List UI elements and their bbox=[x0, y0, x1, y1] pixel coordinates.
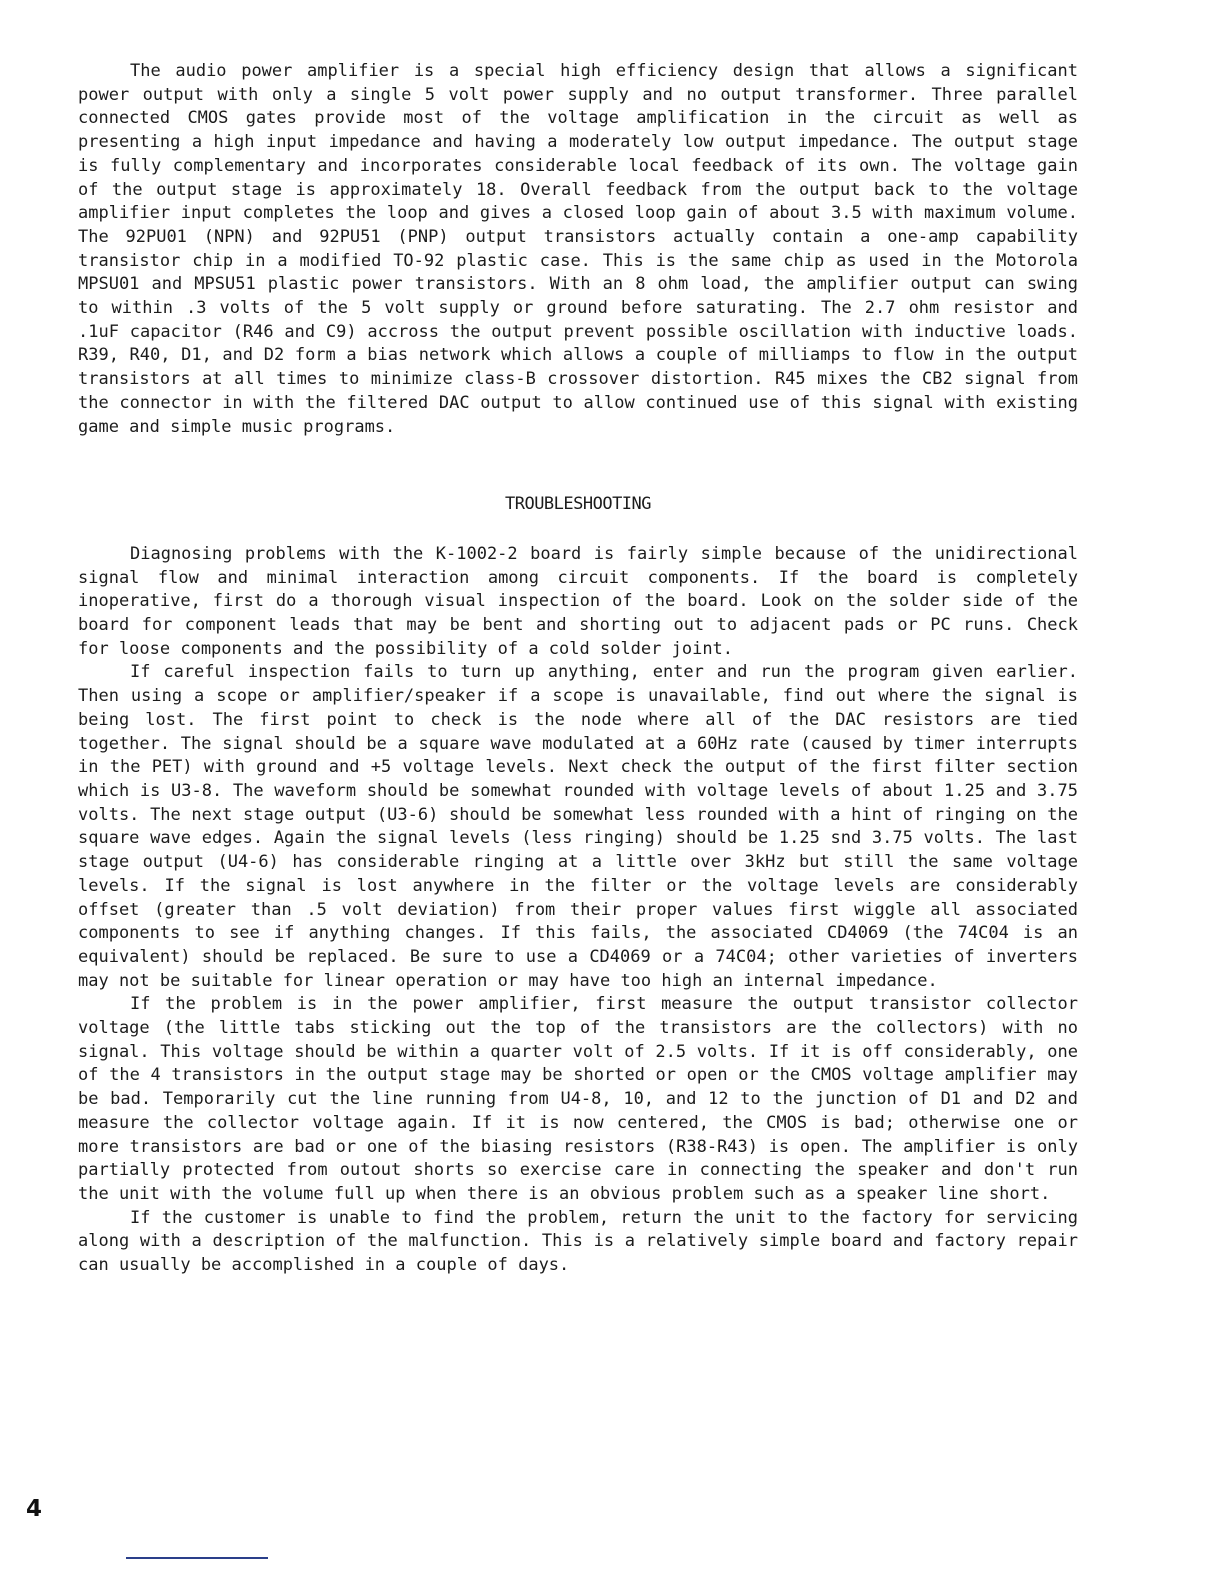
bottom-rule bbox=[126, 1557, 268, 1559]
troubleshooting-paragraph-1: Diagnosing problems with the K-1002-2 board is fairly simple because of the unidirectional signal flow and minimal interaction among circuit components. If the board is completely inoperative, first do a thorough visual inspection of the board. Look on the solder side of the board for component leads that may be bent and shorting out to adjacent pads or PC runs. Check for loose components and the possibility of a cold solder joint. bbox=[78, 543, 1078, 659]
troubleshooting-paragraph-4: If the customer is unable to find the problem, return the unit to the factory for servicing along with a description of the malfunction. This is a relatively simple board and factory repair can usually be accomplished in a couple of days. bbox=[78, 1207, 1078, 1276]
section-heading: TROUBLESHOOTING bbox=[504, 494, 652, 515]
troubleshooting-paragraph-3: If the problem is in the power amplifier, first measure the output transistor collector voltage (the little tabs sticking out the top of the transistors are the collectors) with no signal. This voltage should be within a quarter volt of 2.5 volts. If it is off considerably, one of the 4 transistors in the output stage may be shorted or open or the CMOS voltage amplifier may be bad. Temporarily cut the line running from U4-8, 10, and 12 to the junction of D1 and D2 and measure the collector voltage again. If it is now centered, the CMOS is bad; otherwise one or more transistors are bad or one of the biasing resistors (R38-R43) is open. The amplifier is only partially protected from outout shorts so exercise care in connecting the speaker and don't run the unit with the volume full up when there is an obvious problem such as a speaker line short. bbox=[78, 994, 1078, 1204]
page-number: 4 bbox=[26, 1496, 43, 1522]
section-spacer bbox=[78, 439, 1078, 493]
troubleshooting-paragraph-2: If careful inspection fails to turn up anything, enter and run the program given earlier. Then using a scope or amplifier/speaker if a scope is unavailable, find out where the signal is being lost. The first point to check is the node where all of the DAC resistors are tied together. The signal should be a square wave modulated at a 60Hz rate (caused by timer interrupts in the PET) with ground and +5 voltage levels. Next check the output of the first filter section which is U3-8. The waveform should be somewhat rounded with voltage levels of about 1.25 and 3.75 volts. The next stage output (U3-6) should be somewhat less rounded with a hint of ringing on the square wave edges. Again the signal levels (less ringing) should be 1.25 snd 3.75 volts. The last stage output (U4-6) has considerable ringing at a little over 3kHz but still the same voltage levels. If the signal is lost anywhere in the filter or the voltage levels are considerably offset (greater than .5 volt deviation) from their proper values first wiggle all associated components to see if anything changes. If this fails, the associated CD4069 (the 74C04 is an equivalent) should be replaced. Be sure to use a CD4069 or a 74C04; other varieties of inverters may not be suitable for linear operation or may have too high an internal impedance. bbox=[78, 662, 1078, 991]
document-body bbox=[78, 60, 1078, 1278]
intro-paragraph: The audio power amplifier is a special high efficiency design that allows a significant power output with only a single 5 volt power supply and no output transformer. Three parallel connected CMOS gates provide most of the voltage amplification in the circuit as well as presenting a high input impedance and having a moderately low output impedance. The output stage is fully complementary and incorporates considerable local feedback of its own. The voltage gain of the output stage is approximately 18. Overall feedback from the output back to the voltage amplifier input completes the loop and gives a closed loop gain of about 3.5 with maximum volume. The 92PU01 (NPN) and 92PU51 (PNP) output transistors actually contain a one-amp capability transistor chip in a modified TO-92 plastic case. This is the same chip as used in the Motorola MPSU01 and MPSU51 plastic power transistors. With an 8 ohm load, the amplifier output can swing to within .3 volts of the 5 volt supply or ground before saturating. The 2.7 ohm resistor and .1uF capacitor (R46 and C9) accross the output prevent possible oscillation with inductive loads. R39, R40, D1, and D2 form a bias network which allows a couple of milliamps to flow in the output transistors at all times to minimize class-B crossover distortion. R45 mixes the CB2 signal from the connector in with the filtered DAC output to allow continued use of this signal with existing game and simple music programs. bbox=[78, 61, 1078, 437]
